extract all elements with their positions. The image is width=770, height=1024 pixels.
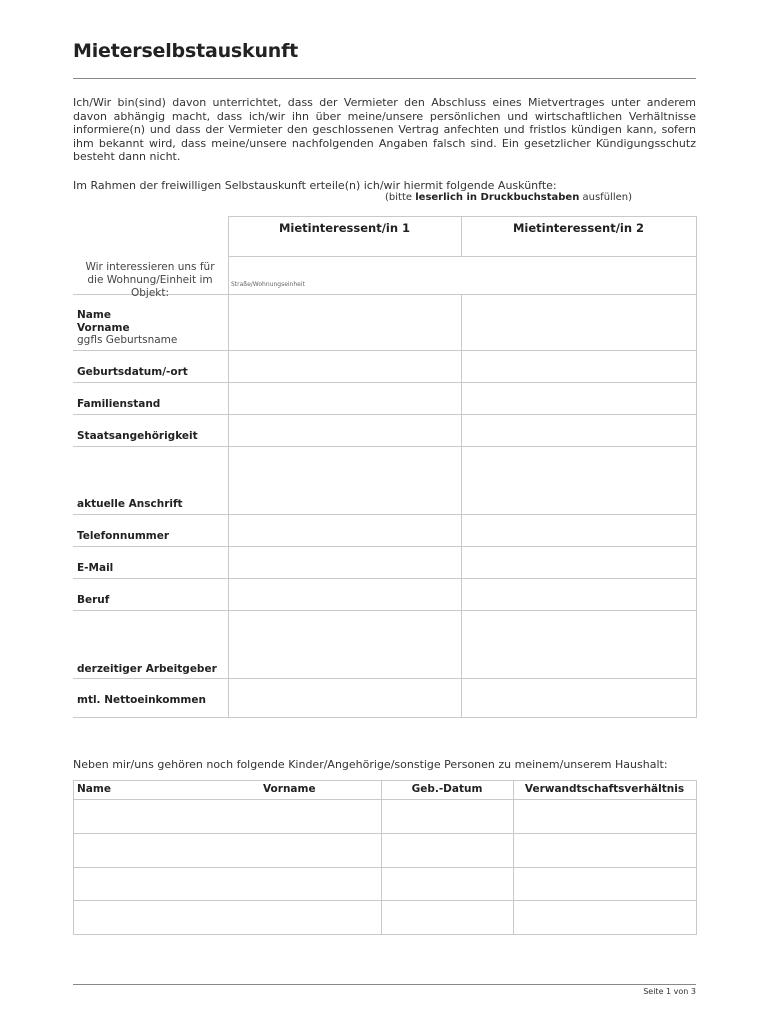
household-header-verwandtschaft: Verwandtschaftsverhältnis <box>524 783 685 795</box>
email-field-applicant-1[interactable] <box>229 547 461 578</box>
household-row-4-name[interactable] <box>74 901 381 934</box>
telefon-field-applicant-2[interactable] <box>462 515 696 546</box>
column-header-applicant-2: Mietinteressent/in 2 <box>512 221 645 235</box>
geburtsname-label: ggfls Geburtsname <box>77 334 178 346</box>
household-row-1-verwandtschaft[interactable] <box>514 800 696 833</box>
telefon-field-applicant-1[interactable] <box>229 515 461 546</box>
interest-label: Wir interessieren uns für die Wohnung/Einheit im Objekt: <box>85 261 215 299</box>
column-header-applicant-1: Mietinteressent/in 1 <box>278 221 411 235</box>
lead-text: Im Rahmen der freiwilligen Selbstauskunft erteile(n) ich/wir hiermit folgende Auskünfte: <box>73 179 557 192</box>
email-label: E-Mail <box>77 562 114 574</box>
household-row-2-name[interactable] <box>74 834 381 867</box>
household-row-1-name[interactable] <box>74 800 381 833</box>
staatsangehoerigkeit-field-applicant-1[interactable] <box>229 415 461 446</box>
anschrift-field-applicant-1[interactable] <box>229 447 461 514</box>
anschrift-field-applicant-2[interactable] <box>462 447 696 514</box>
title-divider <box>73 78 696 79</box>
household-row-2-verwandtschaft[interactable] <box>514 834 696 867</box>
household-header-name: Name <box>77 783 111 795</box>
household-row-1-geburtsdatum[interactable] <box>382 800 513 833</box>
beruf-field-applicant-2[interactable] <box>462 579 696 610</box>
familienstand-field-applicant-2[interactable] <box>462 383 696 414</box>
beruf-field-applicant-1[interactable] <box>229 579 461 610</box>
email-field-applicant-2[interactable] <box>462 547 696 578</box>
fill-hint: (bitte leserlich in Druckbuchstaben ausfüllen) <box>385 192 632 203</box>
geburtsdatum-field-applicant-2[interactable] <box>462 351 696 382</box>
arbeitgeber-field-applicant-1[interactable] <box>229 611 461 678</box>
netto-field-applicant-1[interactable] <box>229 679 461 717</box>
household-lead: Neben mir/uns gehören noch folgende Kinder/Angehörige/sonstige Personen zu meinem/unserem Haushalt: <box>73 758 668 771</box>
name-field-applicant-2[interactable] <box>462 295 696 350</box>
household-row-2-geburtsdatum[interactable] <box>382 834 513 867</box>
arbeitgeber-label: derzeitiger Arbeitgeber <box>77 663 217 675</box>
familienstand-field-applicant-1[interactable] <box>229 383 461 414</box>
beruf-label: Beruf <box>77 594 110 606</box>
intro-paragraph: Ich/Wir bin(sind) davon unterrichtet, dass der Vermieter den Abschluss eines Mietvertrages unter anderem davon abhängig macht, dass ich/wir ihn über meine/unsere persönlichen und wirtschaftlichen Verhältnisse informiere(n) und dass der Vermieter den geschlossenen Vertrag anfechten und fristlos kündigen kann, sofern ihm bekannt wird, dass meine/unsere nachfolgenden Angaben falsch sind. Ein gesetzlicher Kündigungsschutz besteht dann nicht. <box>73 96 696 164</box>
household-row-3-verwandtschaft[interactable] <box>514 868 696 900</box>
page-number: Seite 1 von 3 <box>643 987 696 996</box>
household-row-3-name[interactable] <box>74 868 381 900</box>
household-row-4-verwandtschaft[interactable] <box>514 901 696 934</box>
applicant-table <box>73 216 697 718</box>
household-table <box>73 780 697 935</box>
staatsangehoerigkeit-label: Staatsangehörigkeit <box>77 430 198 442</box>
address-field-caption: Straße/Wohnungseinheit <box>231 281 305 288</box>
page-title: Mieterselbstauskunft <box>73 40 299 62</box>
staatsangehoerigkeit-field-applicant-2[interactable] <box>462 415 696 446</box>
name-label: Name <box>77 309 111 321</box>
household-header-vorname: Vorname <box>263 783 316 795</box>
footer-divider <box>73 984 696 985</box>
familienstand-label: Familienstand <box>77 398 161 410</box>
fill-hint-bold: leserlich in Druckbuchstaben <box>415 192 580 203</box>
household-row-3-geburtsdatum[interactable] <box>382 868 513 900</box>
anschrift-label: aktuelle Anschrift <box>77 498 183 510</box>
name-field-applicant-1[interactable] <box>229 295 461 350</box>
household-row-4-geburtsdatum[interactable] <box>382 901 513 934</box>
netto-field-applicant-2[interactable] <box>462 679 696 717</box>
vorname-label: Vorname <box>77 322 130 334</box>
telefon-label: Telefonnummer <box>77 530 169 542</box>
property-address-field[interactable] <box>229 257 696 294</box>
geburtsdatum-label: Geburtsdatum/-ort <box>77 366 188 378</box>
household-header-geburtsdatum: Geb.-Datum <box>411 783 483 795</box>
geburtsdatum-field-applicant-1[interactable] <box>229 351 461 382</box>
arbeitgeber-field-applicant-2[interactable] <box>462 611 696 678</box>
netto-label: mtl. Nettoeinkommen <box>77 694 206 706</box>
